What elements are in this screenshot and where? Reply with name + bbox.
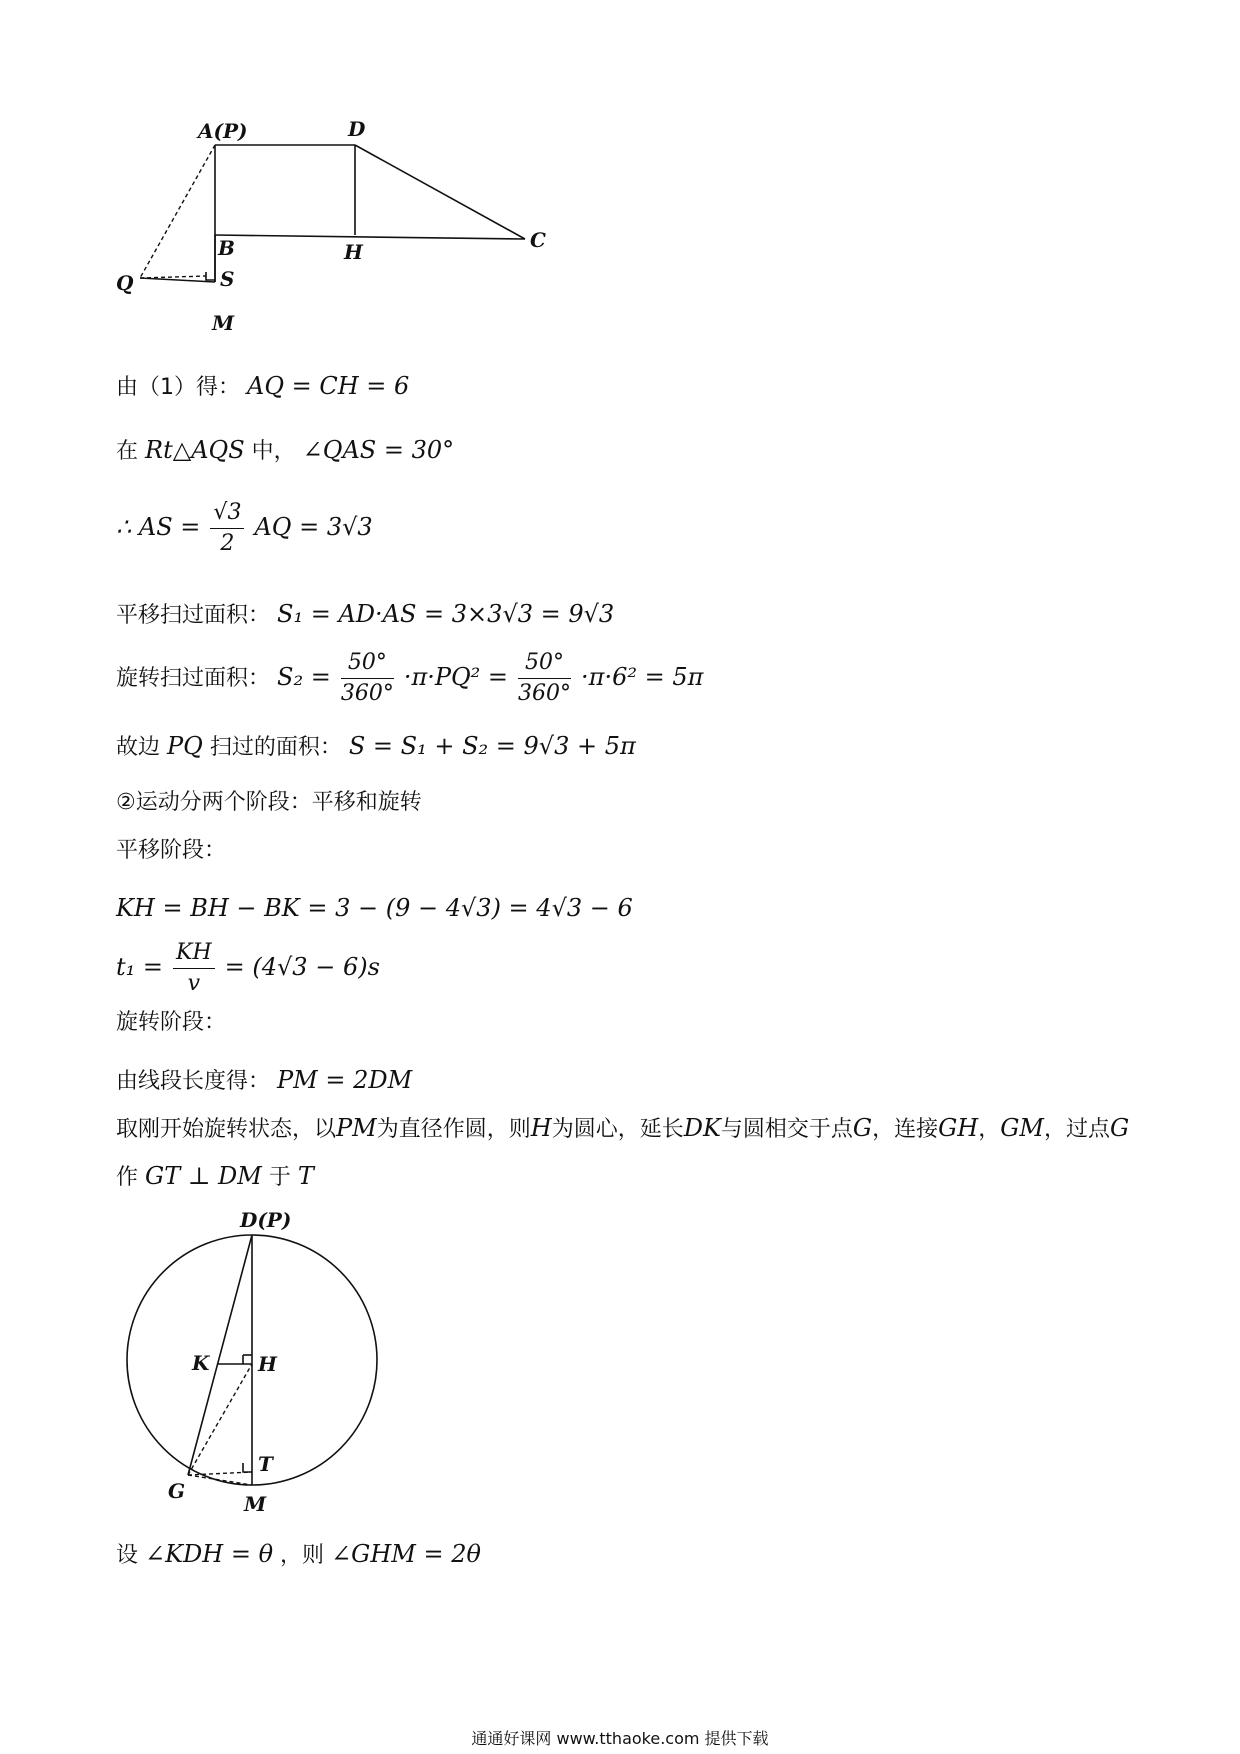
line-8: 平移阶段： <box>116 838 227 863</box>
label-K: K <box>192 1351 210 1375</box>
label-S: S <box>220 267 235 291</box>
label-M: M <box>212 311 235 335</box>
line-4: 平移扫过面积： S₁ = AD·AS = 3×3√3 = 9√3 <box>116 600 615 628</box>
line-10: t₁ = $\frac{KH}{v}$ = (4√3 − 6)s <box>116 940 380 997</box>
label-DP: D(P) <box>240 1208 292 1232</box>
label-H2: H <box>258 1352 277 1376</box>
line-11: 旋转阶段： <box>116 1010 227 1035</box>
figure-circle <box>110 1205 410 1525</box>
line-2: 在 Rt△AQS 中， ∠QAS = 30° <box>116 436 455 464</box>
line-3: ∴ AS = $\frac{√3}{2}$ AQ = 3√3 <box>116 500 373 557</box>
line-12: 由线段长度得： PM = 2DM <box>116 1066 413 1094</box>
line-1: 由（1）得： AQ = CH = 6 <box>116 372 410 400</box>
line-15: 设 ∠KDH = θ ，则 ∠GHM = 2θ <box>116 1540 481 1568</box>
label-T: T <box>258 1452 273 1476</box>
label-B: B <box>218 236 235 260</box>
line-6: 故边 PQ 扫过的面积： S = S₁ + S₂ = 9√3 + 5π <box>116 732 636 760</box>
line-13: 取刚开始旋转状态，以PM为直径作圆，则H为圆心，延长DK与圆相交于点G，连接GH，GM，过点G <box>116 1114 1130 1142</box>
label-G: G <box>168 1479 186 1503</box>
label-H: H <box>344 240 363 264</box>
footer: 通通好课网 www.tthaoke.com 提供下载 <box>471 1729 769 1748</box>
line-14: 作 GT ⊥ DM 于 T <box>116 1162 314 1190</box>
label-C: C <box>530 228 546 252</box>
label-M2: M <box>244 1492 267 1516</box>
line-7: ②运动分两个阶段：平移和旋转 <box>116 790 422 815</box>
figure-rectangle-trapezoid <box>100 100 560 340</box>
line-9: KH = BH − BK = 3 − (9 − 4√3) = 4√3 − 6 <box>116 894 633 922</box>
label-D: D <box>348 117 366 141</box>
line-5: 旋转扫过面积： S₂ = $\frac{50^\circ}{360^\circ}$ ·π·PQ² = $\frac{50^\circ}{360^\circ}$ ·π·6² = 5π <box>116 650 704 707</box>
label-A: A(P) <box>198 119 248 143</box>
label-Q: Q <box>116 271 134 295</box>
